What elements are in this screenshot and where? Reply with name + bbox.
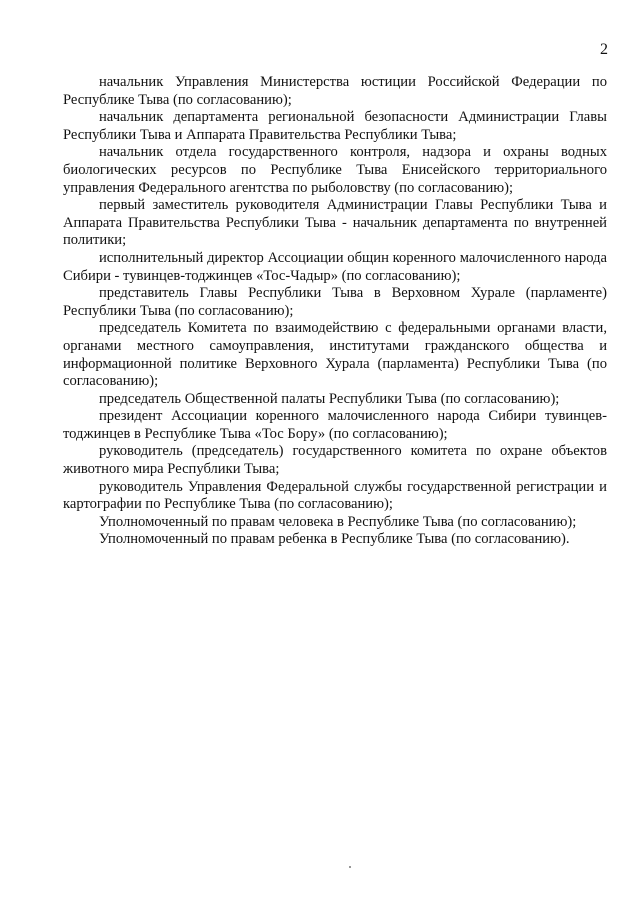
list-item: руководитель Управления Федеральной службы государственной регистрации и картографии по Республике Тыва (по согласованию); [63,478,607,513]
list-item: начальник отдела государственного контроля, надзора и охраны водных биологических ресурсов по Республике Тыва Енисейского территориального управления Федерального агентства по рыболовству (по согласованию); [63,144,607,196]
page-number: 2 [600,41,608,58]
document-body [63,74,607,549]
list-item: первый заместитель руководителя Администрации Главы Республики Тыва и Аппарата Правительства Республики Тыва - начальник департамента по внутренней политики; [63,197,607,249]
list-item: начальник Управления Министерства юстиции Российской Федерации по Республике Тыва (по согласованию); [63,74,607,108]
list-item: председатель Комитета по взаимодействию с федеральными органами власти, органами местного самоуправления, институтами гражданского общества и информационной политике Верховного Хурала (парламента) Республики Тыва (по согласованию); [63,320,607,390]
list-item: президент Ассоциации коренного малочисленного народа Сибири тувинцев-тоджинцев в Республике Тыва «Тос Бору» (по согласованию); [63,408,607,442]
list-item: представитель Главы Республики Тыва в Верховном Хурале (парламенте) Республики Тыва (по согласованию); [63,285,607,319]
list-item: начальник департамента региональной безопасности Администрации Главы Республики Тыва и Аппарата Правительства Республики Тыва; [63,109,607,143]
list-item: председатель Общественной палаты Республики Тыва (по согласованию); [99,390,560,407]
list-item: Уполномоченный по правам ребенка в Республике Тыва (по согласованию). [99,531,570,548]
list-item: исполнительный директор Ассоциации общин коренного малочисленного народа Сибири - тувинцев-тоджинцев «Тос-Чадыр» (по согласованию); [63,249,607,284]
list-item: Уполномоченный по правам человека в Республике Тыва (по согласованию); [99,513,577,530]
scan-speck [349,866,351,868]
list-item: руководитель (председатель) государственного комитета по охране объектов животного мира Республики Тыва; [63,443,607,478]
